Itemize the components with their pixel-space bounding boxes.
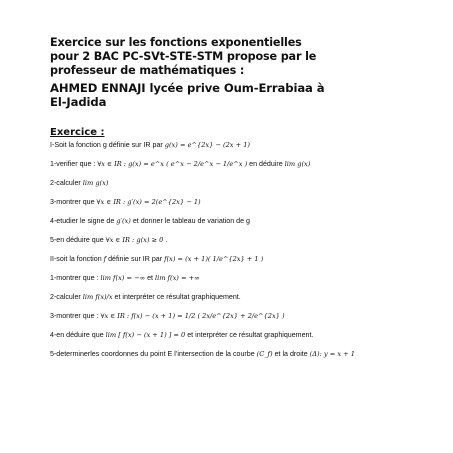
exercise-line-3 <box>50 179 420 188</box>
math-expression: lim g(x) <box>82 179 109 187</box>
line-text: et <box>147 274 153 282</box>
math-expression: ∀x ∈ IR : g′(x) = 2(e^{2x} − 1) <box>96 198 201 206</box>
line-text: et donner le tableau de variation de g <box>132 217 250 225</box>
math-expression: lim f(x)/x <box>82 293 113 301</box>
math-expression: ∀x ∈ IR : g(x) = e^x ( e^x − 2/e^x − 1/e^x ) <box>97 160 248 168</box>
line-text: 5-en déduire que <box>50 236 104 244</box>
exercise-line-2 <box>50 160 420 169</box>
math-expression: g′(x) <box>116 217 131 225</box>
line-text: II-soit la fonction <box>50 255 102 263</box>
math-expression: f(x) = (x + 1)( 1/e^{2x} + 1 ) <box>164 255 264 263</box>
math-expression: ∀x ∈ IR : f(x) − (x + 1) = 1/2 ( 2x/e^{2x} + 2/e^{2x} ) <box>100 312 285 320</box>
line-text: 3-montrer que <box>50 198 95 206</box>
line-text: 2-calculer <box>50 179 81 187</box>
exercise-line-12 <box>50 350 420 359</box>
line-text: 4-en déduire que <box>50 331 104 339</box>
line-text: et interpréter ce résultat graphiquement. <box>114 293 241 301</box>
line-text: 4-etudier le signe de <box>50 217 115 225</box>
exercise-line-4 <box>50 198 420 207</box>
exercise-line-11 <box>50 331 420 340</box>
exercise-line-1 <box>50 141 420 150</box>
document-page <box>50 36 420 369</box>
line-text: 5-determinerles coordonnes du point E l’intersection de la courbe <box>50 350 255 358</box>
math-expression: lim [ f(x) − (x + 1) ] = 0 <box>105 331 186 339</box>
math-expression: (C_f) <box>256 350 273 358</box>
exercise-line-9 <box>50 293 420 302</box>
exercise-line-7 <box>50 255 420 264</box>
math-expression: lim f(x) = −∞ <box>100 274 146 282</box>
math-expression: g(x) = e^{2x} − (2x + 1) <box>164 141 250 149</box>
math-expression: lim g(x) <box>284 160 311 168</box>
exercise-line-6 <box>50 236 420 245</box>
line-text: définie sur IR par <box>108 255 163 263</box>
exercise-heading: Exercice : <box>50 127 105 138</box>
exercise-line-8 <box>50 274 420 283</box>
author-line: AHMED ENNAJI lycée prive Oum-Errabiaa à El-Jadida <box>50 81 325 109</box>
math-expression: lim f(x) = +∞ <box>154 274 200 282</box>
function-name: f <box>103 255 107 263</box>
document-title: Exercice sur les fonctions exponentielles pour 2 BAC PC-SVt-STE-STM propose par le professeur de mathématiques : <box>50 36 317 77</box>
line-text: et la droite <box>274 350 308 358</box>
exercise-line-5 <box>50 217 420 226</box>
line-text: I-Soit la fonction g définie sur IR par <box>50 141 163 149</box>
line-text: et interpréter ce résultat graphiquement. <box>187 331 314 339</box>
math-expression: ∀x ∈ IR : g(x) ≥ 0 . <box>105 236 168 244</box>
line-text: 3-montrer que : <box>50 312 99 320</box>
line-text: 1-verifier que : <box>50 160 96 168</box>
line-text: en déduire <box>249 160 283 168</box>
exercise-line-10 <box>50 312 420 321</box>
math-expression: (Δ): y = x + 1 <box>309 350 355 358</box>
line-text: 1-montrer que : <box>50 274 99 282</box>
line-text: 2-calculer <box>50 293 81 301</box>
